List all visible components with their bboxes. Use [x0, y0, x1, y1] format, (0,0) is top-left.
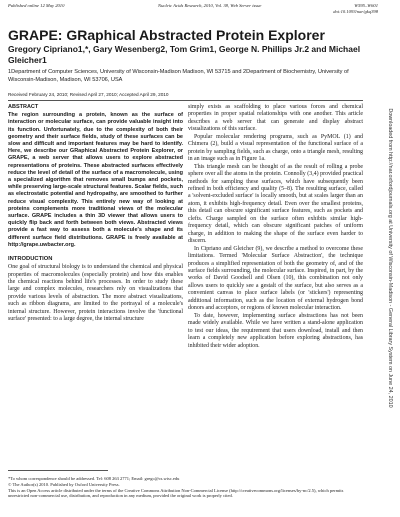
left-column [8, 104, 183, 324]
introduction-heading: INTRODUCTION [8, 256, 53, 263]
correspondence-footnote: *To whom correspondence should be addressed. Tel: 608 263 2771; Email: gregc@cs.wisc.edu [8, 476, 180, 481]
page-range: W595–W601 [354, 3, 378, 8]
doi: doi:10.1093/nar/gkq398 [333, 9, 378, 14]
header-divider [8, 100, 363, 101]
abstract-heading: ABSTRACT [8, 104, 39, 110]
download-watermark [385, 8, 395, 508]
body-paragraph: This triangle mesh can be thought of as the result of rolling a probe sphere over all the atoms in the protein. Connolly (3,4) provided practical methods for sampling these surfaces, which have subsequently been refined in both efficiency and quality (5–8). The resulting surface, called a 'solvent-excluded surface' is locally smooth, but at scales larger than an atom, it exhibits high-frequency detail. Even over the smallest proteins, this detail can obscure significant surface features, such as pockets and clefts. Charge sampled on the surface often exhibits similar high-frequency detail, which can obscure significant patches of uniform charge, in addition to making the shape of the surface even harder to discern. [188, 163, 363, 245]
publication-date: Published online 12 May 2010 [8, 3, 65, 8]
footnotes [8, 476, 363, 499]
page-range-doi [333, 3, 378, 15]
body-paragraph: In Cipriano and Gleicher (9), we describe a method to overcome these limitations. Termed 'Molecular Surface Abstraction', the technique produces a simplified representation of both the geometry of, and of the surface fields surrounding, the molecular surface. Inspired, in part, by the works of David Goodsell and Olsen (10), this combination not only allows users to quickly see a gestalt of the surface, but also serves as a convenient canvas to place surface labels (or 'stickers') representing additional information, such as the location of external hydrogen bond donors and acceptors, or regions of known molecular interaction. [188, 245, 363, 312]
abstract-text: The region surrounding a protein, known as the surface of interaction or molecular surface, can provide valuable insight into its function. Unfortunately, due to the complexity of both their geometry and their surface fields, study of these surfaces can be slow and difficult and important features may be hard to identify. Here, we describe our GRaphical Abstracted Protein Explorer, or GRAPE, a web server that allows users to explore abstracted representations of proteins. These abstracted surfaces effectively reduce the level of detail of the surface of a macromolecule, using a specialized algorithm that removes small bumps and pockets, while preserving large-scale structural features. Scalar fields, such as electrostatic potential and hydropathy, are smoothed to further reduce visual complexity. This entirely new way of looking at proteins complements more traditional views of the molecular surface. GRAPE includes a thin 3D viewer that allows users to quickly flip back and forth between both views. Abstracted views provide a fast way to assess both a molecule's shape and its different surface field distributions. GRAPE is freely available at http://grape.uwbacter.org. [8, 112, 183, 248]
download-watermark-text: Downloaded from http://nar.oxfordjournals.org at University of Wisconsin-Madison - General Library System on June 24, 2010 [387, 108, 393, 408]
author-list: Gregory Cipriano1,*, Gary Wesenberg2, Tom Grim1, George N. Phillips Jr.2 and Michael Gleicher1 [8, 44, 361, 65]
affiliations: 1Department of Computer Sciences, University of Wisconsin-Madison Madison, WI 53715 and 2Department of Biochemistry, University of Wisconsin-Madison, Madison, WI 53706, USA [8, 69, 349, 83]
footnote-divider [8, 470, 108, 471]
journal-citation: Nucleic Acids Research, 2010, Vol. 38, Web Server issue [158, 3, 262, 8]
body-paragraph: Popular molecular rendering programs, such as PyMOL (1) and Chimera (2), build a visual representation of the functional surface of a protein by sampling fields, such as charge, onto a triangle mesh, resulting in an image such as in Figure 1a. [188, 133, 363, 163]
abstract [8, 104, 183, 249]
license-notice: This is an Open Access article distributed under the terms of the Creative Commons Attribution Non-Commercial License (http://creativecommons.org/licenses/by-nc/2.5), which permits unrestricted non-commercial use, distribution, and reproduction in any medium, provided the original work is properly cited. [8, 487, 344, 499]
right-column [188, 104, 363, 350]
received-dates: Received February 24, 2010; Revised April 27, 2010; Accepted April 29, 2010 [8, 92, 169, 97]
introduction-paragraph: One goal of structural biology is to understand the chemical and physical properties of macromolecules (especially protein) and how this enables the chemical reactions behind life's processes. In order to study these large and complex molecules, researchers rely on visualizations that provide various levels of abstraction. The more abstract visualizations, such as ribbon diagrams, are limited to the portrayal of a molecule's internal structure. However, protein interactions involve the 'functional surface' presented: to a large degree, the internal structure [8, 264, 183, 323]
copyright-notice: © The Author(s) 2010. Published by Oxford University Press. [8, 481, 120, 487]
article-title: GRAPE: GRaphical Abstracted Protein Explorer [8, 27, 325, 43]
running-head [8, 3, 378, 21]
body-paragraph: simply exists as scaffolding to place various forces and chemical properties in proper spatial relationships with one another. This article describes a web server that can generate and display abstract visualizations of this surface. [188, 104, 363, 133]
body-paragraph: To date, however, implementing surface abstractions has not been made widely available. While we have written a stand-alone application to test our ideas, the requirement that users download, install and then learn a completely new application before exploring abstractions, has inhibited their wider adoption. [188, 312, 363, 349]
